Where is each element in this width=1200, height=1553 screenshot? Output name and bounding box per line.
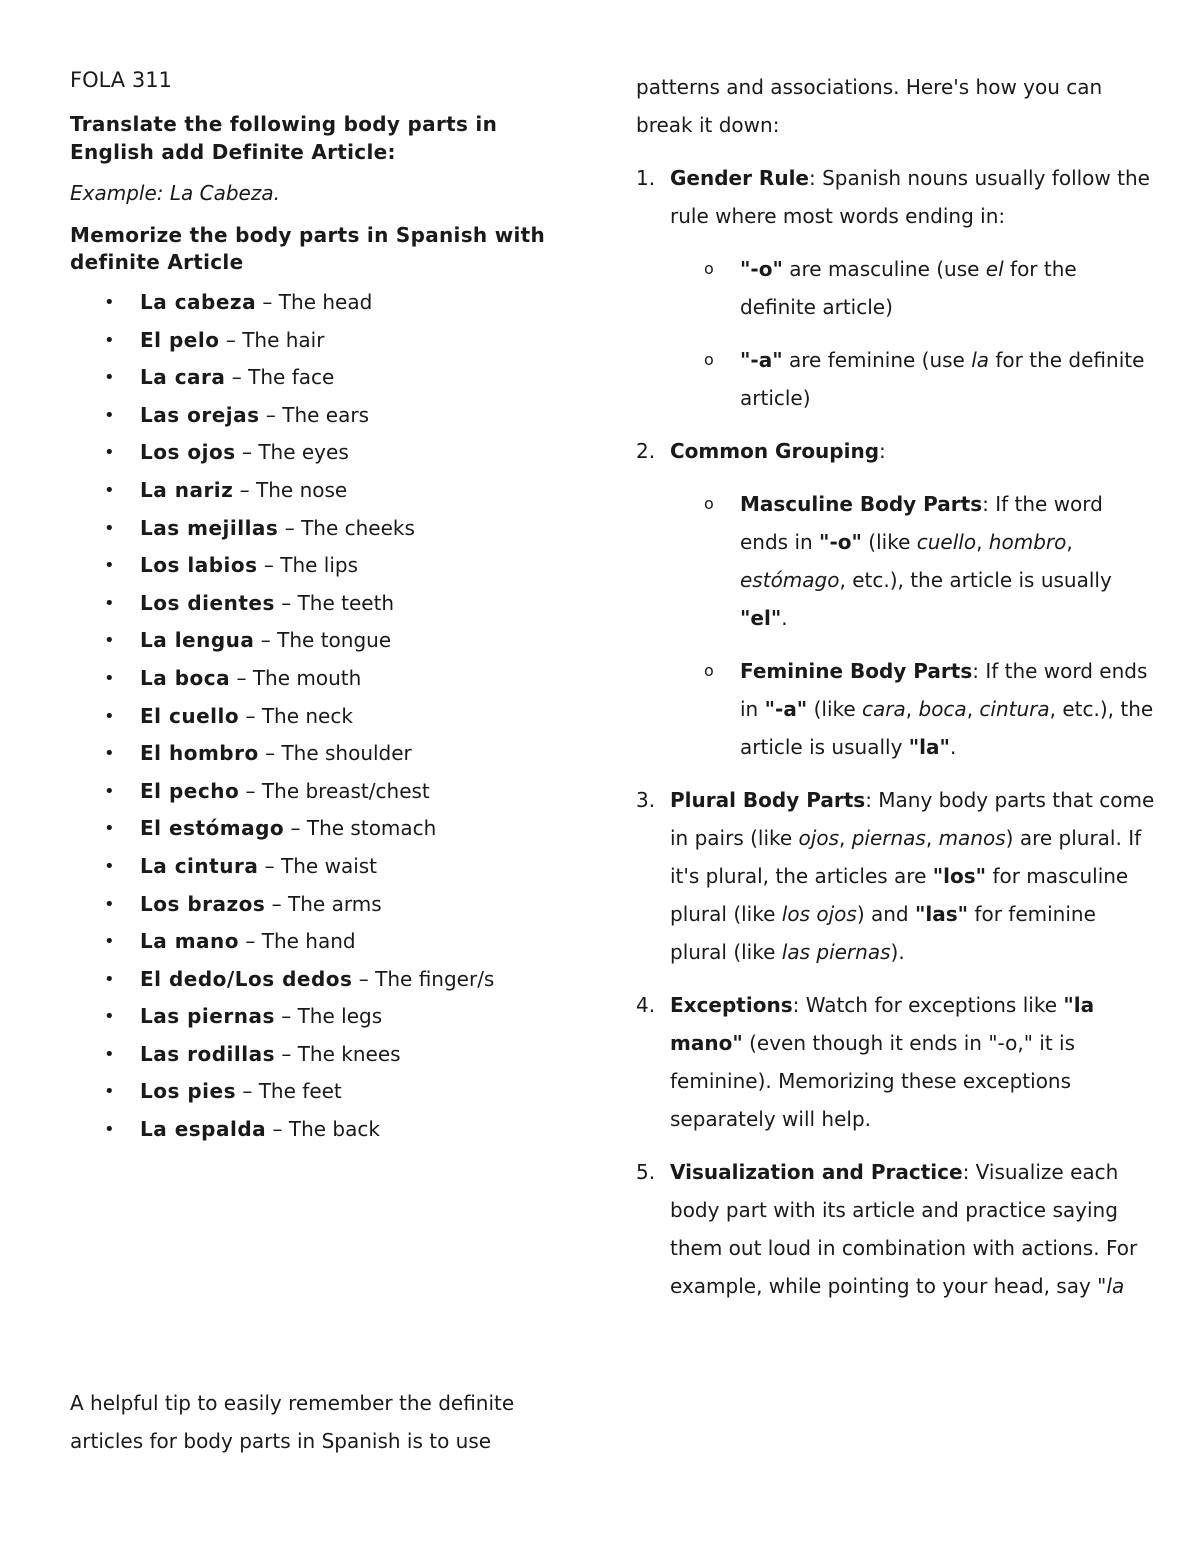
english-translation: The arms [288, 891, 382, 916]
course-code: FOLA 311 [70, 68, 172, 92]
bullet-icon: • [104, 667, 115, 689]
example-word: hombro [988, 530, 1067, 554]
sub-text: . [949, 735, 957, 759]
ending: "-o" [740, 257, 783, 281]
bullet-icon: • [104, 555, 115, 577]
bullet-icon: • [104, 968, 115, 990]
spanish-term: La mano [140, 929, 240, 954]
rule-text: (even though it ends in "-o," it is feminine). Memorizing these exceptions separately will help. [670, 1031, 1075, 1131]
dash-separator: – [236, 1079, 259, 1104]
bullet-icon: • [104, 1081, 115, 1103]
vocab-item [70, 472, 570, 510]
english-translation: The shoulder [281, 741, 412, 766]
article: "los" [932, 864, 987, 888]
item-number: 3. [636, 788, 656, 812]
example-word: estómago [740, 568, 840, 592]
spanish-term: El pelo [140, 327, 220, 352]
spanish-term: La cara [140, 365, 226, 390]
vocab-item [70, 434, 570, 472]
bullet-icon: • [104, 855, 115, 877]
sub-text: for the definite article) [740, 257, 1077, 319]
bullet-icon: • [104, 1043, 115, 1065]
circle-bullet-icon: o [704, 259, 714, 278]
example-word: cintura [979, 697, 1050, 721]
article: la [971, 348, 990, 372]
bullet-icon: • [104, 705, 115, 727]
dash-separator: – [239, 929, 262, 954]
example-word: las piernas [781, 940, 891, 964]
example-word: boca [918, 697, 967, 721]
english-translation: The head [278, 290, 373, 314]
article: "las" [914, 902, 969, 926]
spanish-term: La lengua [140, 628, 255, 653]
english-translation: The legs [297, 1004, 383, 1029]
rule-grouping [636, 432, 1156, 766]
example-word: cuello [916, 530, 977, 554]
dash-separator: – [239, 778, 262, 803]
ending: "-a" [764, 697, 808, 721]
spanish-term: El dedo/Los dedos [140, 966, 353, 991]
sub-title: Masculine Body Parts [740, 492, 983, 516]
english-translation: The knees [297, 1041, 401, 1066]
dash-separator: – [233, 477, 257, 502]
spanish-term: La boca [140, 665, 231, 690]
dash-separator: – [284, 816, 307, 841]
spanish-term: El hombro [140, 741, 259, 766]
vocab-item [70, 998, 570, 1036]
article: el [985, 257, 1004, 281]
vocab-item [70, 1073, 570, 1111]
dash-separator: – [239, 703, 262, 728]
item-number: 5. [636, 1160, 656, 1184]
rule-title: Gender Rule [670, 166, 809, 190]
english-translation: The feet [258, 1079, 342, 1104]
rule-text: ). [890, 940, 905, 964]
example-word: los ojos [781, 902, 857, 926]
sub-text: : If the word ends in [740, 492, 1103, 554]
vocab-item [70, 735, 570, 773]
bullet-icon: • [104, 442, 115, 464]
sub-title: Feminine Body Parts [740, 659, 973, 683]
example-word: cara [862, 697, 906, 721]
circle-bullet-icon: o [704, 494, 714, 513]
sub-rule-masculine-parts [670, 485, 1156, 637]
memorize-heading: Memorize the body parts in Spanish with definite Article [70, 223, 546, 274]
vocab-item [70, 886, 570, 924]
vocab-item [70, 322, 570, 360]
english-translation: The tongue [277, 628, 392, 653]
vocab-item [70, 585, 570, 623]
spanish-term: El cuello [140, 703, 240, 728]
article: "la" [908, 735, 950, 759]
sub-rule-feminine-parts [670, 652, 1156, 766]
bullet-icon: • [104, 479, 115, 501]
sub-text: , [905, 697, 919, 721]
english-translation: The mouth [252, 665, 362, 690]
bullet-icon: • [104, 1006, 115, 1028]
bullet-icon: • [104, 292, 115, 313]
rule-title: Plural Body Parts [670, 788, 866, 812]
rule-text: for feminine plural (like [670, 902, 1096, 964]
vocab-item [70, 397, 570, 435]
intro-text: patterns and associations. Here's how you can break it down: [636, 75, 1103, 137]
rule-exceptions [636, 986, 1156, 1138]
exception-word: "la mano" [670, 993, 1095, 1055]
rule-text: : Spanish nouns usually follow the rule where most words ending in: [670, 166, 1150, 228]
dash-separator: – [274, 590, 298, 615]
spanish-term: Los brazos [140, 891, 266, 916]
sub-rule-masculine [670, 250, 1156, 326]
bullet-icon: • [104, 329, 115, 351]
bullet-icon: • [104, 893, 115, 915]
rule-title: Exceptions [670, 993, 793, 1017]
spanish-term: El pecho [140, 778, 240, 803]
bullet-icon: • [104, 517, 115, 539]
rule-text: ) are plural. If it's plural, the articles are [670, 826, 1142, 888]
vocab-item [70, 359, 570, 397]
english-translation: The teeth [297, 590, 395, 615]
sub-rule-feminine [670, 341, 1156, 417]
sub-text: . [781, 606, 788, 630]
dash-separator: – [230, 665, 253, 690]
english-translation: The finger/s [375, 966, 495, 991]
bullet-icon: • [104, 780, 115, 802]
english-translation: The lips [280, 553, 359, 578]
dash-separator: – [259, 402, 283, 427]
spanish-term: Las mejillas [140, 515, 279, 540]
rule-practice [636, 1153, 1156, 1305]
sub-text: , [966, 697, 980, 721]
dash-separator: – [265, 891, 289, 916]
bullet-icon: • [104, 630, 115, 652]
bullet-icon: • [104, 743, 115, 765]
vocab-item [70, 1036, 570, 1074]
rule-plural [636, 781, 1156, 971]
bullet-icon: • [104, 1119, 115, 1141]
dash-separator: – [352, 966, 376, 991]
spanish-term: La cintura [140, 853, 259, 878]
bullet-icon: • [104, 367, 115, 389]
rule-text: for masculine plural (like [670, 864, 1129, 926]
vocab-item [70, 810, 570, 848]
vocab-item [70, 961, 570, 999]
rule-text: : Watch for exceptions like [792, 993, 1064, 1017]
bullet-icon: • [104, 818, 115, 840]
sub-text: (like [807, 697, 863, 721]
english-translation: The back [288, 1117, 380, 1142]
example-word: ojos [798, 826, 839, 850]
rule-gender [636, 159, 1156, 417]
bullet-icon: • [104, 931, 115, 953]
dash-separator: – [266, 1117, 289, 1142]
rule-text: , [839, 826, 852, 850]
vocab-item [70, 547, 570, 585]
helpful-tip: A helpful tip to easily remember the definite articles for body parts in Spanish is to use [70, 1391, 515, 1453]
english-translation: The ears [282, 402, 370, 427]
ending: "-a" [740, 348, 783, 372]
english-translation: The breast/chest [261, 778, 430, 803]
right-column [636, 68, 1156, 1320]
dash-separator: – [257, 553, 281, 578]
english-translation: The stomach [306, 816, 437, 841]
dash-separator: – [235, 440, 259, 465]
sub-text: are feminine (use [782, 348, 972, 372]
english-translation: The neck [261, 703, 353, 728]
spanish-term: Los dientes [140, 590, 275, 615]
dash-separator: – [254, 628, 278, 653]
article: "el" [740, 606, 782, 630]
item-number: 4. [636, 993, 656, 1017]
rule-title: Visualization and Practice [670, 1160, 963, 1184]
spanish-term: El estómago [140, 816, 285, 841]
spanish-term: La nariz [140, 477, 234, 502]
item-number: 1. [636, 166, 656, 190]
spanish-term: Las rodillas [140, 1041, 275, 1066]
left-column [70, 68, 570, 1149]
spanish-term: Las piernas [140, 1004, 275, 1029]
example-word: piernas [851, 826, 926, 850]
example-word: manos [938, 826, 1006, 850]
example-word: la [1106, 1274, 1125, 1298]
english-translation: The eyes [258, 440, 349, 465]
sub-text: , etc.), the article is usually [839, 568, 1112, 592]
vocab-item [70, 1111, 570, 1149]
dash-separator: – [219, 327, 243, 352]
sub-text: for the definite article) [740, 348, 1145, 410]
dash-separator: – [278, 515, 302, 540]
vocab-item [70, 660, 570, 698]
dash-separator: – [256, 290, 279, 314]
instruction-heading: Translate the following body parts in English add Definite Article: [70, 112, 498, 164]
spanish-term: Los pies [140, 1079, 236, 1104]
sub-text: : If the word ends in [740, 659, 1148, 721]
sub-text: , [976, 530, 989, 554]
vocab-item [70, 773, 570, 811]
sub-text: , [1066, 530, 1073, 554]
vocab-item [70, 510, 570, 548]
english-translation: The hand [261, 929, 356, 954]
dash-separator: – [275, 1041, 298, 1066]
sub-text: , etc.), the article is usually [740, 697, 1154, 759]
circle-bullet-icon: o [704, 661, 714, 680]
sub-text: are masculine (use [782, 257, 986, 281]
spanish-term: Los labios [140, 553, 258, 578]
rule-text: : Many body parts that come in pairs (like [670, 788, 1155, 850]
dash-separator: – [258, 853, 282, 878]
rule-text: : [879, 439, 886, 463]
rule-text: : Visualize each body part with its article and practice saying them out loud in combination with actions. For example, while pointing to your head, say " [670, 1160, 1138, 1298]
vocab-item [70, 848, 570, 886]
english-translation: The nose [256, 477, 348, 502]
english-translation: The waist [281, 853, 378, 878]
sub-text: (like [861, 530, 917, 554]
spanish-term: La espalda [140, 1117, 267, 1142]
rule-title: Common Grouping [670, 439, 880, 463]
spanish-term: Las orejas [140, 402, 260, 427]
vocab-item [70, 622, 570, 660]
vocab-item [70, 284, 570, 322]
circle-bullet-icon: o [704, 350, 714, 369]
bullet-icon: • [104, 592, 115, 614]
vocab-item [70, 698, 570, 736]
dash-separator: – [274, 1004, 298, 1029]
rule-text: ) and [856, 902, 915, 926]
english-translation: The hair [242, 327, 325, 352]
example-text: Example: La Cabeza. [70, 181, 280, 205]
spanish-term: La cabeza [140, 290, 257, 314]
dash-separator: – [258, 741, 282, 766]
dash-separator: – [225, 365, 249, 390]
item-number: 2. [636, 439, 656, 463]
english-translation: The cheeks [301, 515, 415, 540]
rule-text: , [925, 826, 939, 850]
vocab-list [70, 284, 570, 1149]
ending: "-o" [819, 530, 862, 554]
bullet-icon: • [104, 404, 115, 426]
spanish-term: Los ojos [140, 440, 236, 465]
english-translation: The face [248, 365, 335, 390]
vocab-item [70, 923, 570, 961]
